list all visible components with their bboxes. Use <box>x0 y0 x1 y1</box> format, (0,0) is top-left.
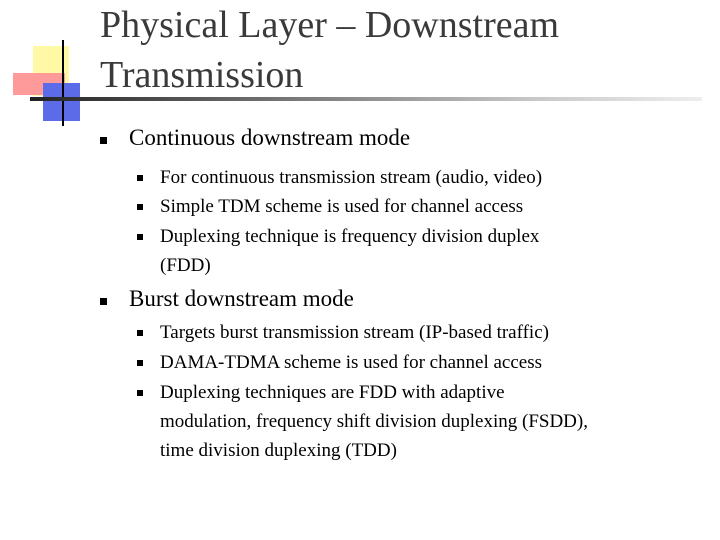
sub-bullet-text: Targets burst transmission stream (IP-based traffic) <box>160 322 549 343</box>
sub-bullet-text: Simple TDM scheme is used for channel access <box>160 196 524 217</box>
bullet-text: Burst downstream mode <box>129 286 354 311</box>
square-bullet-icon <box>137 390 143 396</box>
slide-title-line: Physical Layer – Downstream <box>100 4 560 46</box>
square-bullet-icon <box>137 360 143 366</box>
sub-bullet-text: Duplexing technique is frequency division duplex <box>160 226 540 247</box>
sub-bullet <box>160 222 539 280</box>
sub-bullet <box>160 348 542 377</box>
sub-bullet <box>160 192 523 221</box>
square-bullet-icon <box>100 298 107 305</box>
sub-bullet-text-continued: modulation, frequency shift division duplexing (FSDD), <box>160 411 588 432</box>
slide-title <box>100 0 559 100</box>
slide-title-line: Transmission <box>100 54 304 96</box>
sub-bullet-text: For continuous transmission stream (audio, video) <box>160 167 543 188</box>
square-bullet-icon <box>137 204 143 210</box>
decorative-vertical-line <box>62 40 64 126</box>
square-bullet-icon <box>137 175 143 181</box>
sub-bullet-text: DAMA-TDMA scheme is used for channel access <box>160 352 543 373</box>
sub-bullet <box>160 318 549 347</box>
sub-bullet <box>160 163 542 192</box>
square-bullet-icon <box>137 234 143 240</box>
bullet-continuous-downstream-mode <box>129 124 410 152</box>
sub-bullet-text: Duplexing techniques are FDD with adaptive <box>160 382 505 403</box>
bullet-burst-downstream-mode <box>129 285 354 313</box>
sub-bullet-text-continued: (FDD) <box>160 255 211 276</box>
sub-bullet-text-continued: time division duplexing (TDD) <box>160 440 397 461</box>
sub-bullet <box>160 378 588 465</box>
bullet-text: Continuous downstream mode <box>129 125 411 150</box>
square-bullet-icon <box>137 330 143 336</box>
square-bullet-icon <box>100 137 107 144</box>
